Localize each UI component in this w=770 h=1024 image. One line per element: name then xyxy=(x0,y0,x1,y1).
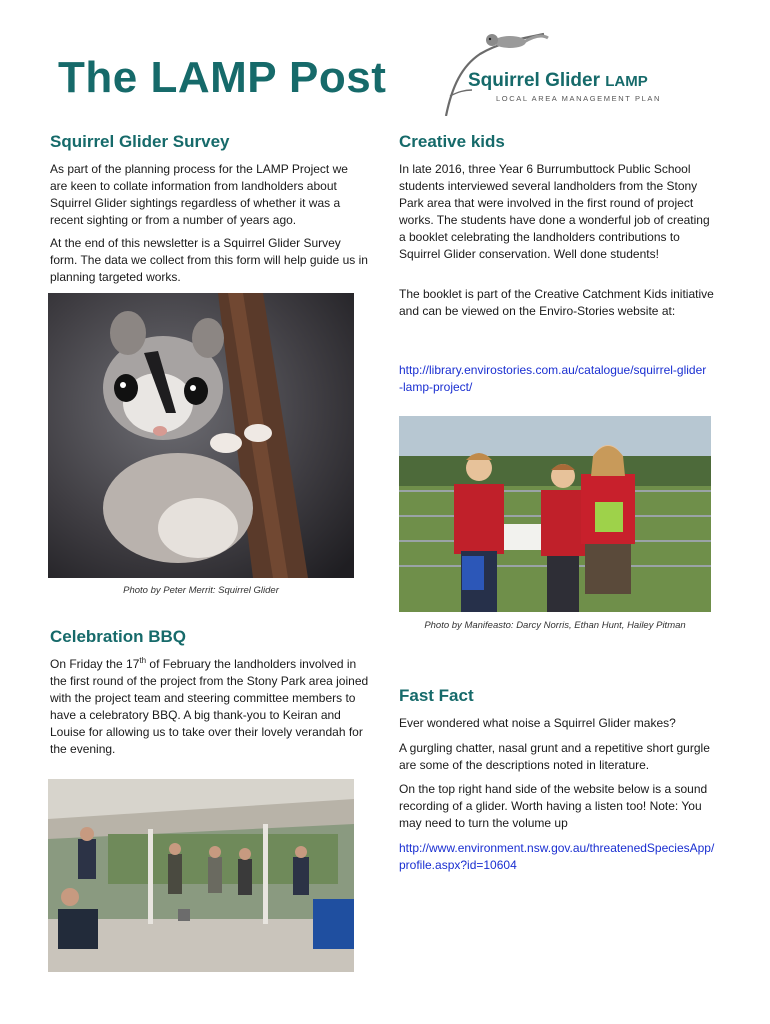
envirostories-link[interactable]: http://library.envirostories.com.au/catalogue/squirrel-glider-lamp-project/ xyxy=(399,363,707,394)
logo-wordmark xyxy=(468,70,648,92)
bbq-paragraph xyxy=(50,656,372,758)
logo-lamp-text: LAMP xyxy=(605,73,648,90)
creative-kids-paragraph-2: The booklet is part of the Creative Catchment Kids initiative and can be viewed on the Enviro-Stories website at: xyxy=(399,287,714,318)
survey-paragraph-1: As part of the planning process for the LAMP Project we are keen to collate information from landholders about Squirrel Glider sightings regardless of whether it was a recent sighting or from a number of years ago. xyxy=(50,162,348,227)
logo-subtitle: LOCAL AREA MANAGEMENT PLAN xyxy=(496,94,661,103)
logo-main-text: Squirrel Glider xyxy=(468,70,600,91)
survey-heading: Squirrel Glider Survey xyxy=(50,132,230,151)
glider-photo-caption: Photo by Peter Merrit: Squirrel Glider xyxy=(123,585,279,596)
bbq-heading: Celebration BBQ xyxy=(50,627,187,646)
creative-kids-paragraph-1: In late 2016, three Year 6 Burrumbuttock Public School students interviewed several landholders from the Stony Park area that were involved in the first round of project works. The students have done a wonderful job of creating a booklet celebrating the landholders contributions to Squirrel Glider conservation. Well done students! xyxy=(399,162,710,261)
bbq-superscript: th xyxy=(139,656,147,665)
bbq-photo xyxy=(48,779,354,972)
survey-paragraph-2: At the end of this newsletter is a Squirrel Glider Survey form. The data we collect from this form will help guide us in planning targeted works. xyxy=(50,236,368,284)
bbq-text-part-2: of February the landholders involved in the first round of the project from the Stony Park area joined with the project team and steering committee members to have a celebratory BBQ. A big thank-you to Keiran and Louise for allowing us to take over their lovely verandah for the evening. xyxy=(50,657,369,756)
creative-kids-photo xyxy=(399,416,711,612)
fast-fact-paragraph-3: On the top right hand side of the website below is a sound recording of a glider. Worth having a listen too! Note: You may need to turn the volume up xyxy=(399,782,708,830)
fast-fact-paragraph-2: A gurgling chatter, nasal grunt and a repetitive short gurgle are some of the descriptions noted in literature. xyxy=(399,741,710,772)
squirrel-glider-photo xyxy=(48,293,354,578)
fast-fact-heading: Fast Fact xyxy=(399,686,474,705)
newsletter-title: The LAMP Post xyxy=(58,53,387,102)
bbq-text-part-1: On Friday the 17 xyxy=(50,657,140,671)
kids-photo-caption: Photo by Manifeasto: Darcy Norris, Ethan Hunt, Hailey Pitman xyxy=(424,620,686,631)
fast-fact-paragraph-1: Ever wondered what noise a Squirrel Glider makes? xyxy=(399,716,676,730)
environment-nsw-link[interactable]: http://www.environment.nsw.gov.au/threatenedSpeciesApp/profile.aspx?id=10604 xyxy=(399,841,715,872)
squirrel-glider-lamp-logo xyxy=(440,26,700,116)
creative-kids-heading: Creative kids xyxy=(399,132,505,151)
